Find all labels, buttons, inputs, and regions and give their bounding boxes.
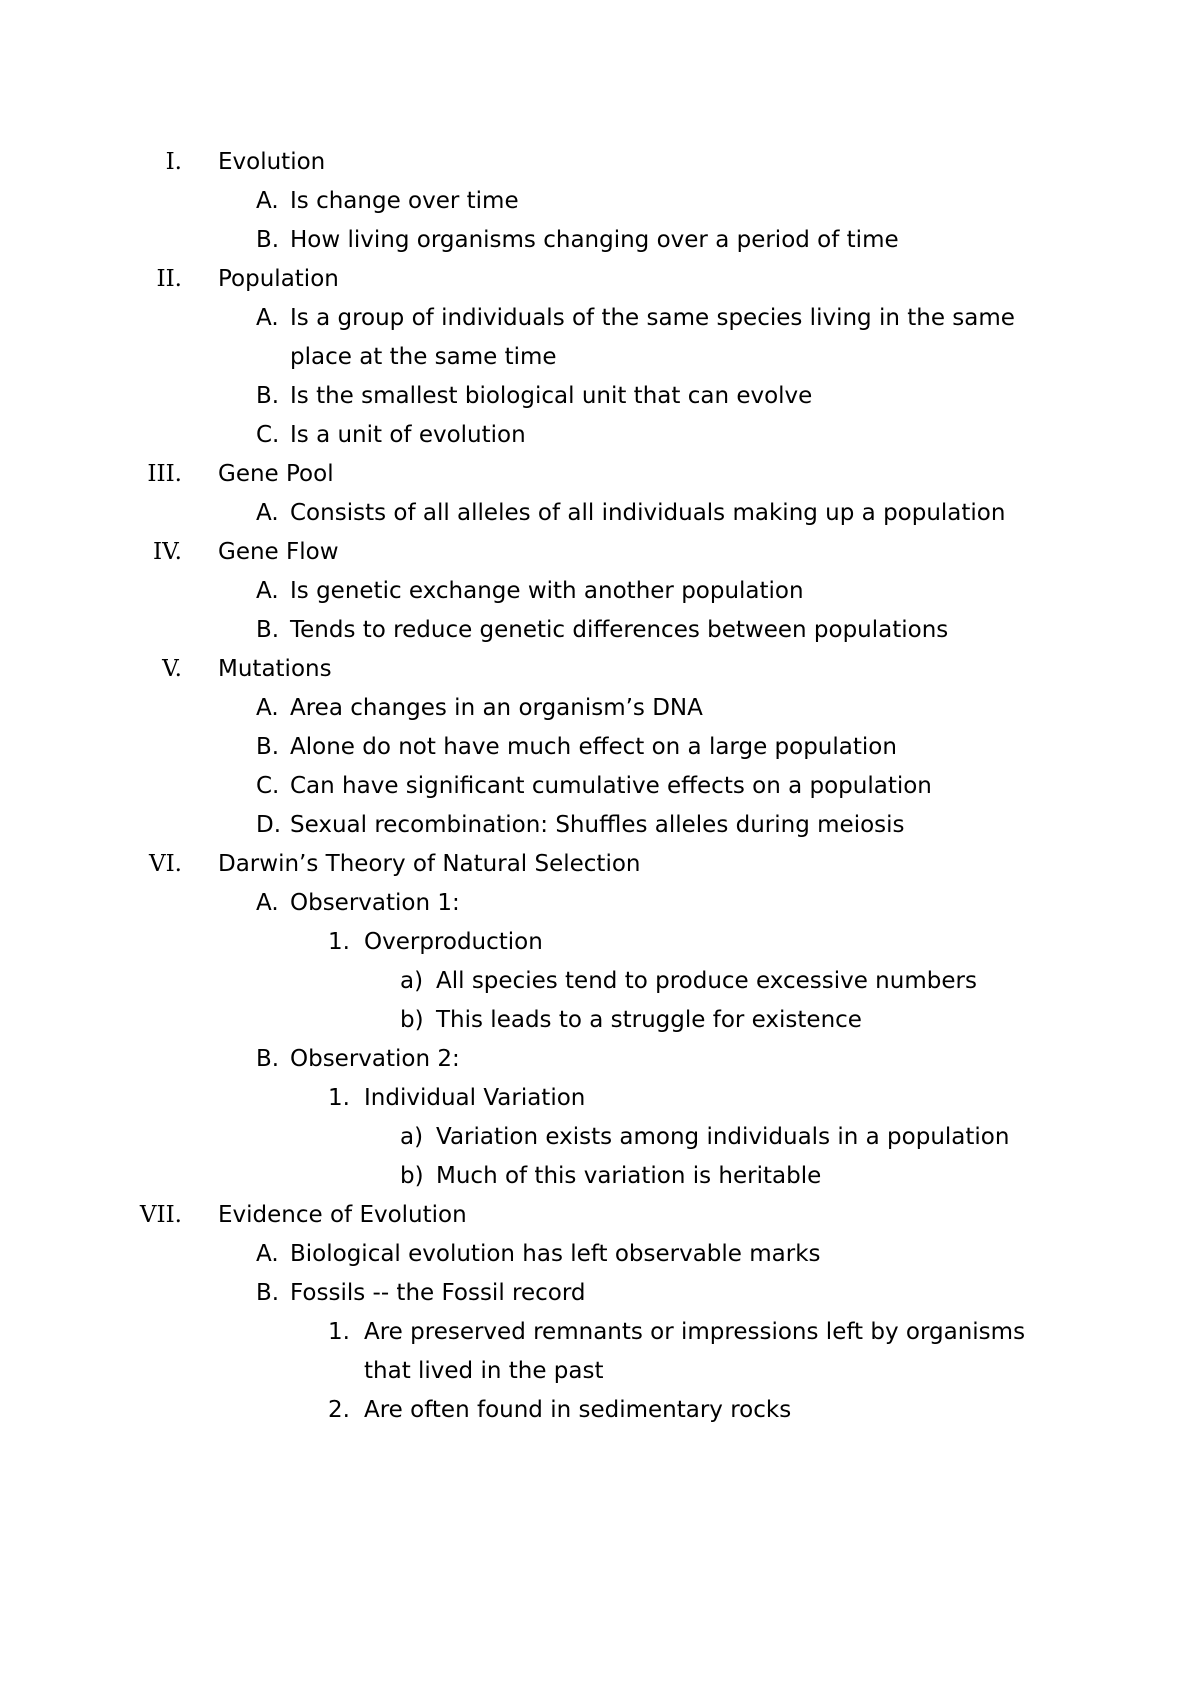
item-marker: A.	[256, 1241, 279, 1267]
item-text: All species tend to produce excessive numbers	[436, 968, 977, 994]
item-marker: 1.	[328, 929, 350, 955]
section-title: Evolution	[218, 149, 326, 175]
section-heading	[0, 455, 1200, 494]
section-numeral: V.	[162, 656, 182, 682]
item-text: This leads to a struggle for existence	[436, 1007, 862, 1033]
outline-item	[0, 611, 1200, 650]
outline-item	[0, 416, 1200, 455]
section-numeral: VII.	[139, 1202, 182, 1228]
outline-subsubitem	[0, 1157, 1200, 1196]
item-marker: A.	[256, 695, 279, 721]
outline-item	[0, 572, 1200, 611]
item-text: Is change over time	[290, 188, 519, 214]
item-text: How living organisms changing over a period of time	[290, 227, 899, 253]
item-text: Individual Variation	[364, 1085, 586, 1111]
item-marker: C.	[256, 773, 280, 799]
item-marker: a)	[400, 1124, 424, 1150]
item-marker: A.	[256, 500, 279, 526]
item-text: Alone do not have much effect on a large population	[290, 734, 897, 760]
item-text: Overproduction	[364, 929, 543, 955]
section-title: Mutations	[218, 656, 332, 682]
outline-item	[0, 299, 1200, 338]
outline-item	[0, 494, 1200, 533]
item-text: Area changes in an organism’s DNA	[290, 695, 703, 721]
item-marker: B.	[256, 1046, 280, 1072]
section-numeral: III.	[147, 461, 182, 487]
item-marker: B.	[256, 617, 280, 643]
item-marker: A.	[256, 305, 279, 331]
section-title: Evidence of Evolution	[218, 1202, 467, 1228]
outline-item	[0, 689, 1200, 728]
outline-item-continuation	[0, 1352, 1200, 1391]
section-title: Darwin’s Theory of Natural Selection	[218, 851, 641, 877]
section-heading	[0, 533, 1200, 572]
section-heading	[0, 650, 1200, 689]
outline-item	[0, 1235, 1200, 1274]
outline-item	[0, 377, 1200, 416]
outline-item	[0, 1274, 1200, 1313]
section-heading	[0, 143, 1200, 182]
item-text: Variation exists among individuals in a population	[436, 1124, 1010, 1150]
outline-item	[0, 767, 1200, 806]
outline-subitem	[0, 923, 1200, 962]
outline-subitem	[0, 1391, 1200, 1430]
item-marker: b)	[400, 1163, 424, 1189]
item-marker: B.	[256, 734, 280, 760]
item-marker: b)	[400, 1007, 424, 1033]
item-text: that lived in the past	[364, 1358, 604, 1384]
item-text: Observation 2:	[290, 1046, 460, 1072]
section-numeral: IV.	[153, 539, 182, 565]
item-text: Biological evolution has left observable marks	[290, 1241, 821, 1267]
item-text: Consists of all alleles of all individuals making up a population	[290, 500, 1006, 526]
section-numeral: I.	[165, 149, 182, 175]
item-text: Much of this variation is heritable	[436, 1163, 822, 1189]
outline-item	[0, 728, 1200, 767]
item-marker: B.	[256, 1280, 280, 1306]
item-marker: B.	[256, 227, 280, 253]
section-title: Gene Flow	[218, 539, 339, 565]
item-marker: B.	[256, 383, 280, 409]
item-text: Is a group of individuals of the same species living in the same	[290, 305, 1015, 331]
section-heading	[0, 1196, 1200, 1235]
outline-subsubitem	[0, 1118, 1200, 1157]
outline-item-continuation	[0, 338, 1200, 377]
item-marker: A.	[256, 578, 279, 604]
section-title: Population	[218, 266, 339, 292]
outline-subitem	[0, 1313, 1200, 1352]
item-marker: 1.	[328, 1319, 350, 1345]
item-marker: a)	[400, 968, 424, 994]
section-heading	[0, 260, 1200, 299]
outline-subitem	[0, 1079, 1200, 1118]
item-text: Is the smallest biological unit that can evolve	[290, 383, 813, 409]
section-title: Gene Pool	[218, 461, 334, 487]
item-text: Is genetic exchange with another population	[290, 578, 804, 604]
outline-item	[0, 221, 1200, 260]
outline-item	[0, 1040, 1200, 1079]
section-heading	[0, 845, 1200, 884]
item-text: Observation 1:	[290, 890, 460, 916]
item-marker: D.	[256, 812, 282, 838]
item-text: Tends to reduce genetic differences between populations	[290, 617, 949, 643]
outline-subsubitem	[0, 1001, 1200, 1040]
item-marker: C.	[256, 422, 280, 448]
outline-item	[0, 182, 1200, 221]
item-marker: A.	[256, 188, 279, 214]
item-text: Can have significant cumulative effects on a population	[290, 773, 932, 799]
item-marker: 2.	[328, 1397, 350, 1423]
item-text: Fossils -- the Fossil record	[290, 1280, 586, 1306]
item-text: Sexual recombination: Shuffles alleles during meiosis	[290, 812, 905, 838]
item-marker: A.	[256, 890, 279, 916]
section-numeral: II.	[156, 266, 182, 292]
item-text: Are often found in sedimentary rocks	[364, 1397, 792, 1423]
outline-item	[0, 884, 1200, 923]
item-marker: 1.	[328, 1085, 350, 1111]
outline-subsubitem	[0, 962, 1200, 1001]
section-numeral: VI.	[148, 851, 182, 877]
item-text: place at the same time	[290, 344, 557, 370]
item-text: Are preserved remnants or impressions left by organisms	[364, 1319, 1026, 1345]
evolution-outline	[0, 143, 1200, 1430]
outline-item	[0, 806, 1200, 845]
item-text: Is a unit of evolution	[290, 422, 526, 448]
